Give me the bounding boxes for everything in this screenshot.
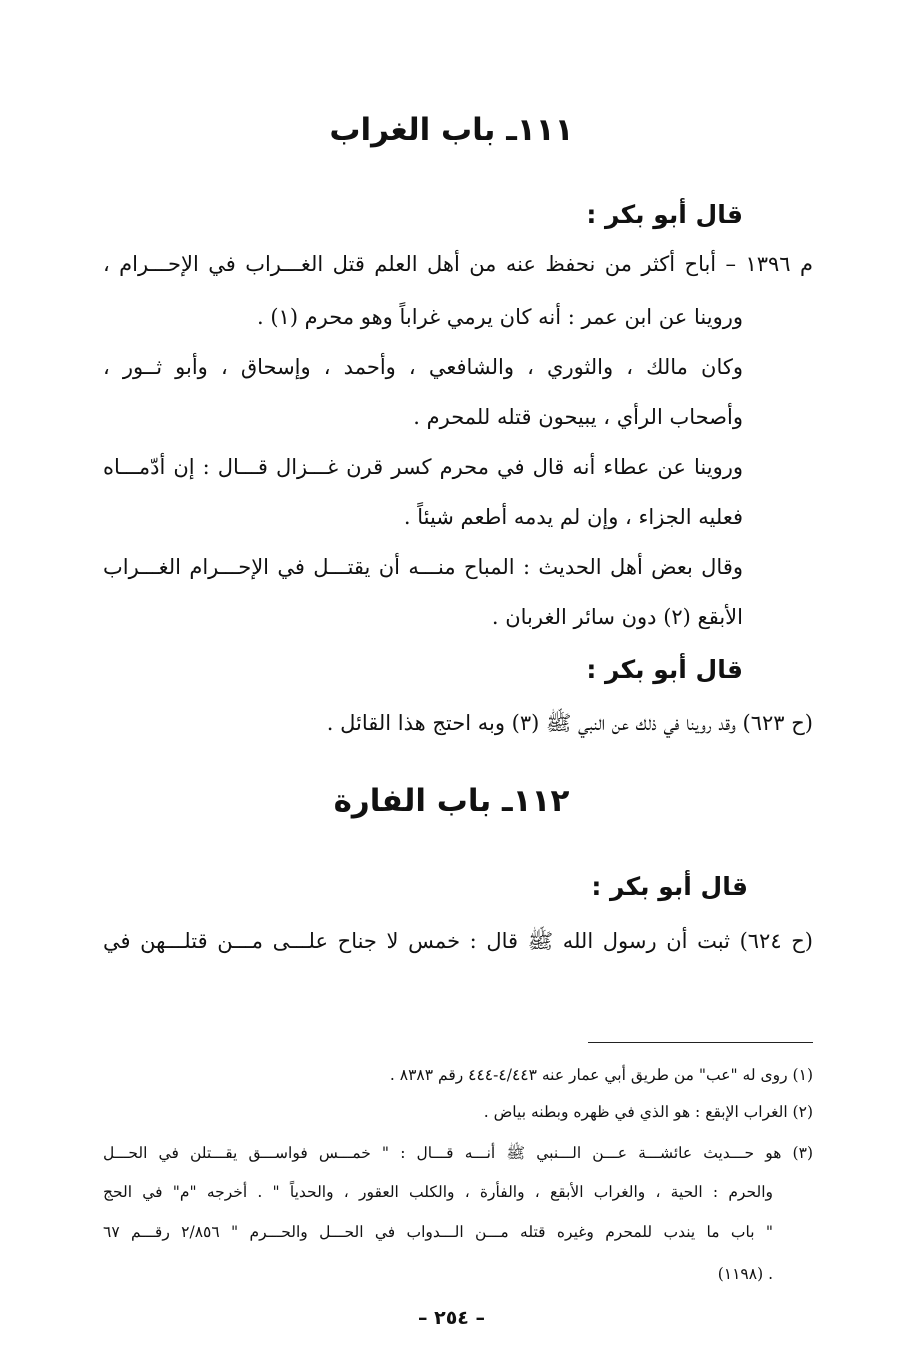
paragraph-line: فعليه الجزاء ، وإن لم يدمه أطعم شيئاً . <box>403 505 743 529</box>
paragraph-line: وروينا عن ابن عمر : أنه كان يرمي غراباً وهو محرم (١) . <box>256 305 743 329</box>
qal-abu-bakr-2: قال أبو بكر : <box>586 655 743 684</box>
page-number: – ٢٥٤ – <box>417 1307 486 1329</box>
footnote-3-line: . (١١٩٨) <box>717 1265 773 1283</box>
footnote-3-line: والحرم : الحية ، والغراب الأبقع ، والفأرة ، والكلب العقور ، والحدياً " . أخرجه "م" في الحج <box>103 1183 773 1201</box>
paragraph-line: وقال بعض أهل الحديث : المباح منـــه أن يقتـــل في الإحـــرام الغـــراب <box>103 555 743 579</box>
paragraph-line: وروينا عن عطاء أنه قال في محرم كسر قرن غـــزال قـــال : إن أدّمـــاه <box>103 455 743 479</box>
qal-abu-bakr-3: قال أبو بكر : <box>591 872 748 901</box>
paragraph-line: وأصحاب الرأي ، يبيحون قتله للمحرم . <box>413 405 743 429</box>
chapter-heading-111: ١١١ـ باب الغراب <box>329 112 574 148</box>
paragraph-line: م ١٣٩٦ – أباح أكثر من نحفظ عنه من أهل العلم قتل الغـــراب في الإحـــرام ، <box>103 252 813 276</box>
paragraph-line: وكان مالك ، والثوري ، والشافعي ، وأحمد ، وإسحاق ، وأبو ثــور ، <box>103 355 743 379</box>
chapter-heading-112: ١١٢ـ باب الفارة <box>333 783 570 819</box>
footnote-separator <box>588 1042 813 1043</box>
footnote-3-line: " باب ما يندب للمحرم وغيره قتله مـــن الـــدواب في الحـــل والحـــرم " ٢/٨٥٦ رقـــم ٦٧ <box>103 1223 773 1241</box>
footnote-1: (١) روى له "عب" من طريق أبي عمار عنه ٤/٤٤٣-٤٤٤ رقم ٨٣٨٣ . <box>389 1066 813 1084</box>
footnote-3-line: (٣) هو حـــديث عائشـــة عـــن الـــنبي ﷺ أنـــه قـــال : " خمـــس فواســـق يقـــتلن في الحـــل <box>103 1144 813 1162</box>
paragraph-line: الأبقع (٢) دون سائر الغربان . <box>491 605 743 629</box>
hadith-reference-624: (ح ٦٢٤) ثبت أن رسول الله ﷺ قال : خمس لا جناح علـــى مـــن قتلـــهن في <box>103 929 813 953</box>
footnote-2: (٢) الغراب الإبقع : هو الذي في ظهره وبطنه بياض . <box>483 1103 813 1121</box>
qal-abu-bakr-1: قال أبو بكر : <box>586 200 743 229</box>
hadith-reference-623: (ح ٦٢٣) وقد روينا في ذلك عن النبي ﷺ (٣) وبه احتج هذا القائل . <box>326 711 813 735</box>
